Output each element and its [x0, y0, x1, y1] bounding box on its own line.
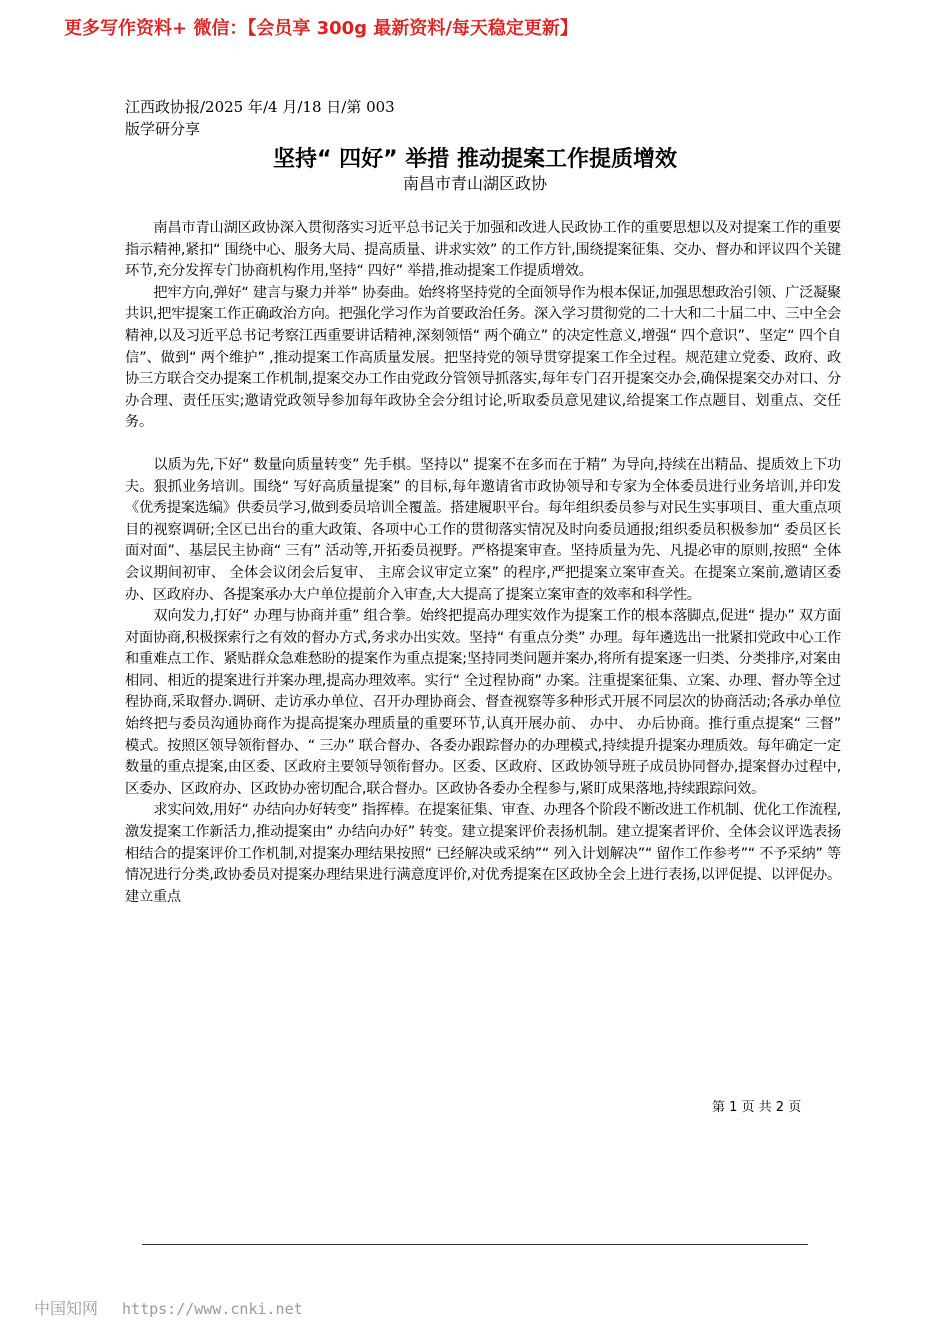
page-number: 第 1 页 共 2 页 — [712, 1100, 802, 1115]
paragraph-intro: 南昌市青山湖区政协深入贯彻落实习近平总书记关于加强和改进人民政协工作的重要思想以及对提案工作的重要指示精神,紧扣“ 围绕中心、服务大局、提高质量、讲求实效” 的工作方针,围绕提案征集、交办、督办和评议四个关键环节,充分发挥专门协商机构作用,坚持“ 四好” 举措,推动提案工作提质增效。 — [125, 220, 841, 280]
article-title: 坚持“ 四好” 举措 推动提案工作提质增效 — [273, 147, 677, 172]
footer-divider — [142, 1244, 808, 1245]
footer-url-link[interactable]: https://www.cnki.net — [122, 1300, 303, 1318]
paragraph-results: 求实问效,用好“ 办结向办好转变” 指挥棒。在提案征集、审查、办理各个阶段不断改进工作机制、优化工作流程,激发提案工作新活力,推动提案由“ 办结向办好” 转变。建立提案评价表扬机制。建立提案者评价、全体会议评选表扬相结合的提案评价工作机制,对提案办理结果按照“ 已经解决或采纳”“ 列入计划解决”“ 留作工作参考”“ 不予采纳” 等情况进行分类,政协委员对提案办理结果进行满意度评价,对优秀提案在区政协全会上进行表扬,以评促提、以评促办。建立重点 — [125, 802, 841, 905]
promo-banner[interactable]: 更多写作资料+ 微信：【会员享 300g 最新资料/每天稳定更新】 — [64, 18, 578, 39]
source-line: 江西政协报/2025 年/4 月/18 日/第 003 — [125, 98, 395, 116]
paragraph-quality: 以质为先,下好“ 数量向质量转变” 先手棋。坚持以“ 提案不在多而在于精” 为导向,持续在出精品、提质效上下功夫。狠抓业务培训。围绕“ 写好高质量提案” 的目标,每年邀请省市政协领导和专家为全体委员进行业务培训,并印发《优秀提案选编》供委员学习,做到委员培训全覆盖。搭建履职平台。每年组织委员参与对民生实事项目、重大重点项目的视察调研;全区已出台的重大政策、各项中心工作的贯彻落实情况及时向委员通报;组织委员积极参加“ 委员区长面对面”、基层民主协商“ 三有” 活动等,开拓委员视野。严格提案审查。坚持质量为先、凡提必审的原则,按照“ 全体会议期间初审、 全体会议闭会后复审、 主席会议审定立案” 的程序,严把提案立案审查关。在提案立案前,邀请区委办、区政府办、各提案承办大户单位提前介入审查,大大提高了提案立案审查的效率和科学性。 — [125, 456, 841, 603]
section-line: 版学研分享 — [125, 120, 201, 138]
footer — [34, 1296, 303, 1319]
footer-site-name: 中国知网 — [34, 1299, 99, 1318]
article-body — [125, 218, 841, 908]
paragraph-handling: 双向发力,打好“ 办理与协商并重” 组合拳。始终把提高办理实效作为提案工作的根本落脚点,促进“ 提办” 双方面对面协商,积极探索行之有效的督办方式,务求办出实效。坚持“ 有重点分类” 办理。每年遴选出一批紧扣党政中心工作和重难点工作、紧贴群众急难愁盼的提案作为重点提案;坚持同类问题并案办,将所有提案逐一归类、分类排序,对案由相同、相近的提案进行并案办理,提高办理效率。实行“ 全过程协商” 办案。注重提案征集、立案、办理、督办等全过程协商,采取督办.调研、走访承办单位、召开办理协商会、督查视察等多种形式开展不同层次的协商活动;各承办单位始终把与委员沟通协商作为提高提案办理质量的重要环节,认真开展办前、 办中、 办后协商。推行重点提案“ 三督” 模式。按照区领导领衔督办、“ 三办” 联合督办、各委办跟踪督办的办理模式,持续提升提案办理质效。每年确定一定数量的重点提案,由区委、区政府主要领导领衔督办。区委、区政府、区政协领导班子成员协同督办,提案督办过程中,区委办、区政府办、区政协办密切配合,联合督办。区政协各委办全程参与,紧盯成果落地,持续跟踪问效。 — [125, 608, 841, 797]
paragraph-direction: 把牢方向,弹好“ 建言与聚力并举” 协奏曲。始终将坚持党的全面领导作为根本保证,加强思想政治引领、广泛凝聚共识,把牢提案工作正确政治方向。把强化学习作为首要政治任务。深入学习贯彻党的二十大和二十届二中、三中全会精神,以及习近平总书记考察江西重要讲话精神,深刻领悟“ 两个确立” 的决定性意义,增强“ 四个意识”、坚定“ 四个自信”、做到“ 两个维护” ,推动提案工作高质量发展。把坚持党的领导贯穿提案工作全过程。规范建立党委、政府、政协三方联合交办提案工作机制,提案交办工作由党政分管领导抓落实,每年专门召开提案交办会,确保提案交办对口、分办合理、责任压实;邀请党政领导参加每年政协全会分组讨论,听取委员意见建议,给提案工作点题目、划重点、交任务。 — [125, 284, 841, 431]
article-author: 南昌市青山湖区政协 — [402, 174, 547, 193]
